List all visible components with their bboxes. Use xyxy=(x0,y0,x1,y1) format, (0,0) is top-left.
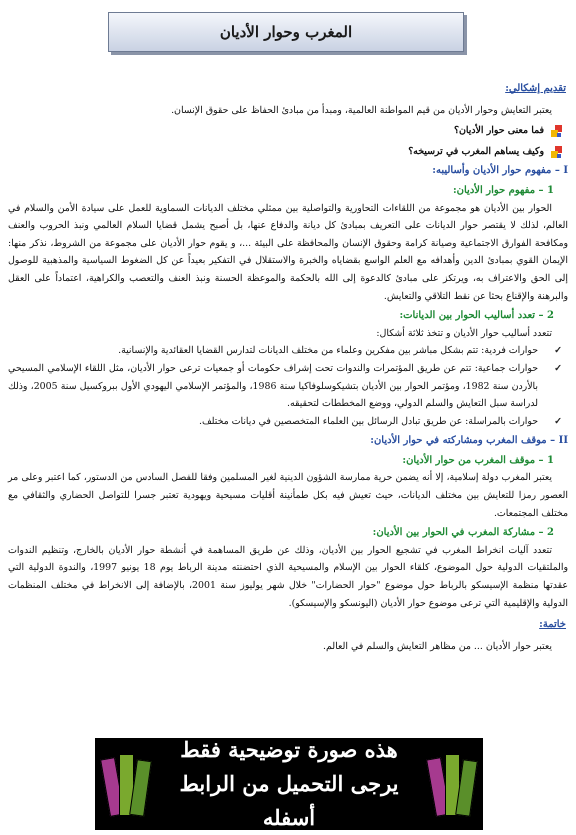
books-icon xyxy=(429,752,475,816)
dialogue-methods-list xyxy=(8,342,568,430)
section2-sub2-text: تتعدد آليات انخراط المغرب في تشجيع الحوار بين الأديان، وذلك عن طريق المساهمة في أنشطة حوار الأديان بالخارج، وتنظيم الندوات والملتقيات الدولية حول الموضوع، كلقاء الحوار بين الإسلام والمسيحية الذي احتضنته مدينة الرباط يوم 18 يونيو 1997، والندوة الدولية التي عقدتها منظمة الإسيسكو بالرباط حول موضوع "حوار الحضارات" خلال شهر يوليوز سنة 2001، بالإضافة إلى الانخراط في مختلف المنظمات الدولية والإقليمية التي ترعى موضوع حوار الأديان (اليونسكو والإسيسكو). xyxy=(8,544,568,609)
question-2: وكيف يساهم المغرب في ترسيخه؟ xyxy=(8,143,562,161)
section1-heading: I – مفهوم حوار الأديان وأساليبه: xyxy=(432,165,568,177)
document-body xyxy=(8,80,568,827)
section2-heading: II – موقف المغرب ومشاركته في حوار الأديان: xyxy=(370,435,568,447)
intro-heading: تقديم إشكالي: xyxy=(505,83,566,94)
books-icon xyxy=(103,752,149,816)
list-item: ✓ حوارات فردية: تتم بشكل مباشر بين مفكرين وعلماء من مختلف الديانات لتدارس القضايا العقائدية والإنسانية. xyxy=(8,342,548,360)
bullet-icon xyxy=(550,125,562,137)
question-1: فما معنى حوار الأديان؟ xyxy=(8,122,562,140)
bullet-icon xyxy=(550,146,562,158)
section1-sub1-heading: 1 – مفهوم حوار الأديان: xyxy=(452,184,554,196)
conclusion-text: يعتبر حوار الأديان ... من مظاهر التعايش والسلم في العالم. xyxy=(323,640,552,652)
list-item: ✓ حوارات بالمراسلة: عن طريق تبادل الرسائل بين العلماء المتخصصين في ديانات مختلف. xyxy=(8,413,548,431)
section2-sub1-heading: 1 – موقف المغرب من حوار الأديان: xyxy=(402,454,554,466)
banner-text xyxy=(157,733,421,835)
download-banner[interactable] xyxy=(95,738,483,830)
section2-sub2-heading: 2 – مشاركة المغرب في الحوار بين الأديان: xyxy=(372,527,554,539)
list-item: ✓ حوارات جماعية: تتم عن طريق المؤتمرات والندوات تحت إشراف حكومات أو جمعيات ترعى حوار الأديان، مثل اللقاء الإسلامي المسيحي بالأردن سنة 1982، ومؤتمر الحوار بين الأديان بتشيكوسلوفاكيا سنة 1986، والمؤتمر الإسلامي اليهودي الأول ببروكسيل سنة 2005، وذلك لدراسة سبل التعايش والسلم الدولي، ووضع المخططات لتحقيقه. xyxy=(8,360,548,413)
section2-sub1-text: يعتبر المغرب دولة إسلامية، إلا أنه يضمن حرية ممارسة الشؤون الدينية لغير المسلمين وفقا للفصل السادس من الدستور، كما اعتبر وعلى مر العصور رمزا للتعايش بين مختلف الديانات، حيث تعيش فيه بكل طمأنينة أقليات مسيحية ويهودية تعتبر جسرا للتواصل الحضاري والثقافي مع مختلف المجتمعات. xyxy=(8,472,568,519)
section1-sub2-lead: تتعدد أساليب حوار الأديان و تتخذ ثلاثة أشكال: xyxy=(376,327,552,339)
conclusion-heading: خاتمة: xyxy=(539,619,566,631)
intro-text: يعتبر التعايش وحوار الأديان من قيم المواطنة العالمية، ومبدأ من مبادئ الحفاظ على حقوق الإنسان. xyxy=(171,104,552,116)
banner-line-1: هذه صورة توضيحية فقط xyxy=(180,737,398,762)
section1-sub2-heading: 2 – تعدد أساليب الحوار بين الديانات: xyxy=(399,310,554,322)
page-title: المغرب وحوار الأديان xyxy=(108,12,464,52)
banner-line-2: يرجى التحميل من الرابط أسفله xyxy=(179,771,399,830)
section1-sub1-text: الحوار بين الأديان هو مجموعة من اللقاءات التحاورية والتواصلية بين ممثلي مختلف الديانات السماوية للعمل على سيادة الأمن والسلام في العالم، لذلك لا يقتصر حوار الديانات على التعريف بمبادئ كل ديانة والدفاع عنها، بل أصبح يشمل قضايا السلام العالمي ونبذ الحروب والعنف ومكافحة الفوارق الاجتماعية وصيانة كرامة وحقوق الإنسان والمحافظة على البيئة ...، و يقوم حوار الأديان على مجموعة من الشروط، نذكر منها: الإيمان القوي بمبادئ الدين وأهدافه مع العلم الواسع بقضاياه والخبرة والاستقلال في التفكير بعيداً عن كل الضغوط السياسية والمذهبية للوصول إلى الحق والاعتراف به، ويرتكز على مبادئ كالدعوة إلى الله بالحكمة والموعظة الحسنة ونبذ العنف والتعصب والكراهية، اعتماداً على العقل والبرهنة والإقناع بحثا عن نقط التلاقي والتعايش. xyxy=(8,202,568,302)
